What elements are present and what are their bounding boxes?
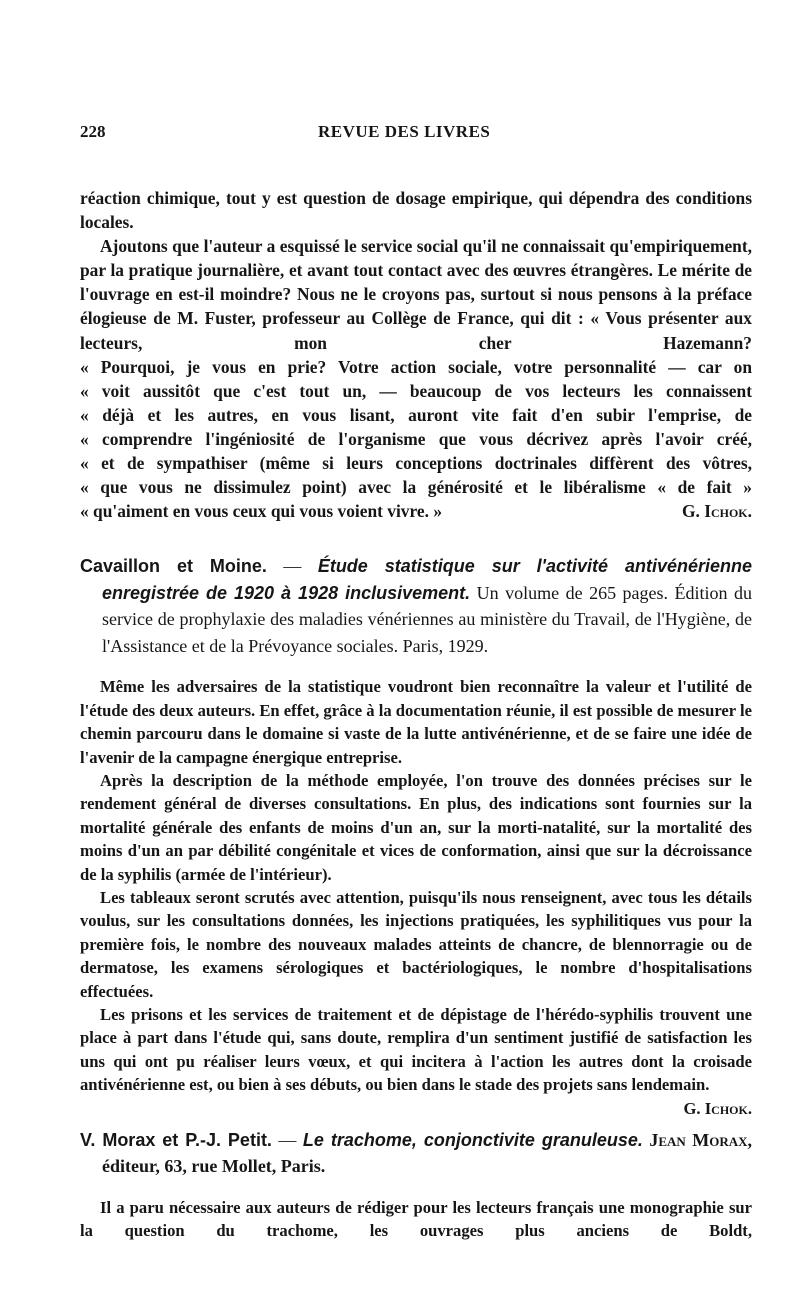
signature-text: G. Ichok. <box>681 501 752 522</box>
review-3-paragraph-1: Il a paru nécessaire aux auteurs de rédiger pour les lecteurs français une monographie sur la question du trachome, les ouvrages plus anciens de Boldt, <box>80 1197 752 1241</box>
review-1-paragraph-1: réaction chimique, tout y est question de dosage empirique, qui dépendra des conditions locales. <box>80 188 752 233</box>
review-1-signature <box>682 499 752 523</box>
review-3-citation <box>80 1127 752 1180</box>
signature-text: G. Ichok. <box>683 1098 752 1118</box>
quote-line: « Pourquoi, je vous en prie? Votre action sociale, votre personnalité — car on <box>80 356 752 377</box>
review-1 <box>80 186 752 523</box>
quote-line: « voit aussitôt que c'est tout un, — beaucoup de vos lecteurs les connaissent <box>80 380 752 401</box>
review-2-citation <box>80 553 752 659</box>
review-1-paragraph-2: Ajoutons que l'auteur a esquissé le service social qu'il ne connaissait qu'empiriquement, par la pratique journalière, et avant tout contact avec des œuvres étrangères. Le mérite de l'ouvrage en est-il moindre? Nous ne le croyons pas, surtout si nous pensons à la préface élogieuse de M. Fuster, professeur au Collège de France, qui dit : « Vous présenter aux lecteurs, mon cher Hazemann? <box>80 236 752 353</box>
review-3-details: , éditeur, 63, rue Mollet, Paris. <box>102 1129 753 1177</box>
review-2-paragraph-2: Après la description de la méthode employée, l'on trouve des données précises sur le rendement général de diverses consultations. En plus, des indications sont fournies sur la mortalité générale des enfants de moins d'un an, sur la morti-natalité, sur la mortalité des moins d'un an par débilité congénitale et vices de conformation, ainsi que sur la décroissance de la syphilis (armée de l'intérieur). <box>80 770 752 884</box>
review-3-title: Le trachome, conjonctivite granuleuse. <box>302 1129 643 1150</box>
document-page <box>80 120 752 1242</box>
quote-line: « que vous ne dissimulez point) avec la générosité et le libéralisme « de fait » <box>80 477 752 498</box>
review-3-dash: — <box>271 1129 303 1150</box>
review-2-paragraph-3: Les tableaux seront scrutés avec attention, puisqu'ils nous renseignent, avec tous les détails voulus, sur les consultations données, les injections pratiquées, les syphilitiques vus pour la première fois, le nombre des nouveaux malades atteints de chancre, de blennorragie ou de dermatose, les examens sérologiques et bactériologiques, le nombre d'hospitalisations effectuées. <box>80 887 752 1001</box>
review-2-signature <box>664 1097 752 1120</box>
review-2-body <box>80 675 752 1118</box>
review-2-paragraph-4-text: Les prisons et les services de traitement et de dépistage de l'hérédo-syphilis trouvent une place à part dans l'étude qui, sans doute, remplira d'un sentiment justifié de satisfaction les uns qui ont pu réaliser leurs vœux, et qui incitera à l'action les autres dont la croisade antivénérienne est, ou bien à ses débuts, ou bien dans le stade des projets sans lendemain. <box>80 1005 752 1095</box>
review-2-authors: Cavaillon et Moine. <box>80 556 267 577</box>
preface-quote <box>80 355 752 524</box>
review-3-heading <box>80 1127 752 1180</box>
running-title: REVUE DES LIVRES <box>318 122 491 141</box>
review-2-dash: — <box>266 556 318 577</box>
page-header <box>80 120 752 144</box>
review-3-publisher: Jean Morax <box>642 1129 748 1150</box>
page-number: 228 <box>80 122 106 141</box>
quote-line: « comprendre l'ingéniosité de l'organisme que vous décrivez après l'avoir créé, <box>80 428 752 449</box>
quote-line-last <box>80 499 752 523</box>
review-3-authors: V. Morax et P.-J. Petit. <box>80 1129 272 1150</box>
review-2-heading <box>80 553 752 659</box>
review-2-details: Un volume de 265 pages. Édition du service de prophylaxie des maladies vénériennes au ministère du Travail, de l'Hygiène, de l'Assistance et de la Prévoyance sociales. Paris, 1929. <box>102 582 753 656</box>
review-3-body <box>80 1196 752 1243</box>
review-2-title: Étude statistique sur l'activité antivénérienne enregistrée de 1920 à 1928 inclusivement. <box>102 556 752 603</box>
review-2-paragraph-4 <box>80 1003 752 1118</box>
quote-line: « et de sympathiser (même si leurs conceptions doctrinales diffèrent des vôtres, <box>80 453 752 474</box>
quote-line: « déjà et les autres, en vous lisant, auront vite fait d'en subir l'emprise, de <box>80 404 752 425</box>
quote-line-text: « qu'aiment en vous ceux qui vous voient vivre. » <box>80 501 443 522</box>
review-2-paragraph-1: Même les adversaires de la statistique voudront bien reconnaître la valeur et l'utilité de l'étude des deux auteurs. En effet, grâce à la documentation réunie, il est possible de mesurer le chemin parcouru dans le domaine si vaste de la lutte antivénérienne, et de se faire une idée de l'avenir de la campagne énergique entreprise. <box>80 677 752 767</box>
